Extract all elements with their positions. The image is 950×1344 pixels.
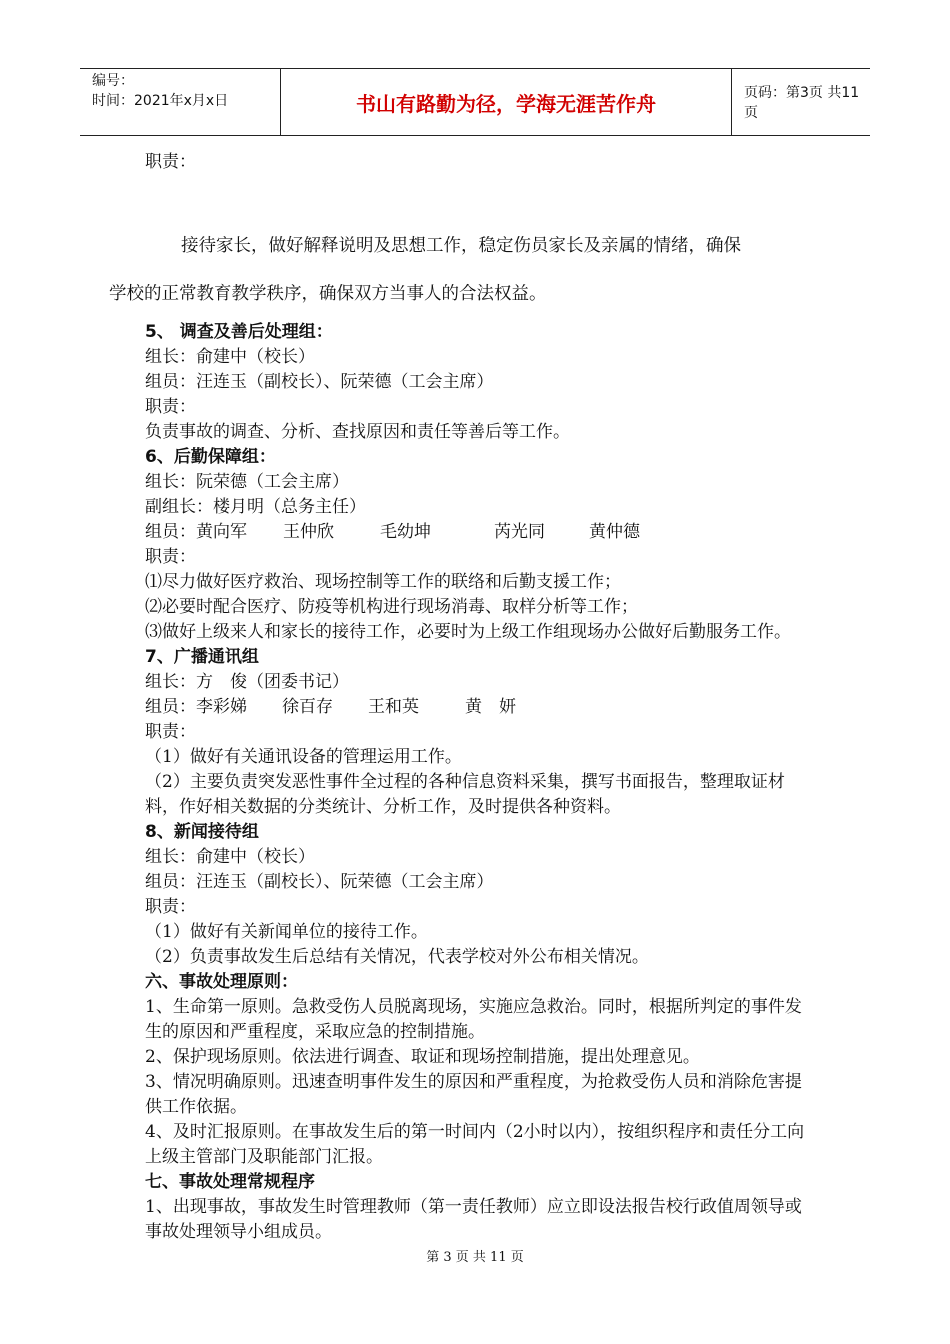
member-name: 徐百存 (282, 697, 333, 717)
section-5-members: 组员：汪连玉（副校长）、阮荣德（工会主席） (145, 372, 494, 392)
intro-line-2: 学校的正常教育教学秩序，确保双方当事人的合法权益。 (109, 284, 547, 304)
part-6-item-1: 1、生命第一原则。急救受伤人员脱离现场，实施应急救治。同时，根据所判定的事件发生的原因和严重程度，采取应急的控制措施。 (145, 997, 802, 1042)
page-footer: 第 3 页 共 11 页 (426, 1250, 524, 1265)
section-5-title: 5、 调查及善后处理组： (145, 322, 333, 342)
section-6-members (145, 520, 810, 545)
part-6-item-3: 3、情况明确原则。迅速查明事件发生的原因和严重程度，为抢救受伤人员和消除危害提供工作依据。 (145, 1072, 802, 1117)
section-7-leader: 组长：方 俊（团委书记） (145, 672, 349, 692)
intro-paragraph (109, 222, 810, 318)
section-7-title: 7、广播通讯组 (145, 647, 259, 667)
member-name: 王和英 (368, 697, 419, 717)
page-header (80, 68, 870, 136)
section-5-duty-label: 职责： (145, 397, 196, 417)
header-motto: 书山有路勤为径，学海无涯苦作舟 (281, 69, 732, 135)
members-label: 组员： (145, 522, 196, 542)
section-8-leader: 组长：俞建中（校长） (145, 847, 315, 867)
section-6-duty-3: ⑶做好上级来人和家长的接待工作，必要时为上级工作组现场办公做好后勤服务工作。 (145, 622, 791, 642)
intro-line-1: 接待家长，做好解释说明及思想工作，稳定伤员家长及亲属的情绪，确保 (181, 236, 741, 256)
part-7-item-1: 1、出现事故，事故发生时管理教师（第一责任教师）应立即设法报告校行政值周领导或事故处理领导小组成员。 (145, 1197, 802, 1242)
member-name: 芮光同 (494, 522, 545, 542)
duty-label: 职责： (145, 152, 196, 172)
document-body (109, 150, 810, 1245)
document-date-label: 时间：2021年x月x日 (92, 93, 229, 109)
section-6-leader: 组长：阮荣德（工会主席） (145, 472, 349, 492)
section-5-leader: 组长：俞建中（校长） (145, 347, 315, 367)
section-8-duty-label: 职责： (145, 897, 196, 917)
section-6-duty-label: 职责： (145, 547, 196, 567)
section-8-members: 组员：汪连玉（副校长）、阮荣德（工会主席） (145, 872, 494, 892)
members-label: 组员： (145, 697, 196, 717)
header-meta-cell (80, 69, 281, 135)
section-7-duty-2: （2）主要负责突发恶性事件全过程的各种信息资料采集，撰写书面报告，整理取证材料，作好相关数据的分类统计、分析工作，及时提供各种资料。 (145, 772, 785, 817)
part-6-title: 六、事故处理原则： (145, 972, 298, 992)
part-7-title: 七、事故处理常规程序 (145, 1172, 315, 1192)
section-7-duty-1: （1）做好有关通讯设备的管理运用工作。 (145, 747, 462, 767)
section-5-duty-1: 负责事故的调查、分析、查找原因和责任等善后等工作。 (145, 422, 570, 442)
member-name: 黄向军 (196, 522, 247, 542)
section-6-title: 6、后勤保障组： (145, 447, 276, 467)
section-8-title: 8、新闻接待组 (145, 822, 259, 842)
section-7-duty-label: 职责： (145, 722, 196, 742)
member-name: 黄 妍 (465, 697, 516, 717)
member-name: 黄仲德 (589, 522, 640, 542)
section-7-members (145, 695, 810, 720)
member-name: 王仲欣 (283, 522, 334, 542)
section-6-duty-2: ⑵必要时配合医疗、防疫等机构进行现场消毒、取样分析等工作； (145, 597, 638, 617)
section-8-duty-2: （2）负责事故发生后总结有关情况，代表学校对外公布相关情况。 (145, 947, 649, 967)
section-8-duty-1: （1）做好有关新闻单位的接待工作。 (145, 922, 428, 942)
member-name: 李彩娣 (196, 697, 247, 717)
part-6-item-2: 2、保护现场原则。依法进行调查、取证和现场控制措施，提出处理意见。 (145, 1047, 700, 1067)
member-name: 毛幼坤 (380, 522, 431, 542)
document-number-label: 编号： (92, 73, 134, 89)
part-6-item-4: 4、及时汇报原则。在事故发生后的第一时间内（2小时以内），按组织程序和责任分工向上级主管部门及职能部门汇报。 (145, 1122, 805, 1167)
section-6-deputy: 副组长：楼月明（总务主任） (145, 497, 366, 517)
header-page-info: 页码：第3页 共11页 (744, 85, 860, 121)
section-6-duty-1: ⑴尽力做好医疗救治、现场控制等工作的联络和后勤支援工作； (145, 572, 621, 592)
